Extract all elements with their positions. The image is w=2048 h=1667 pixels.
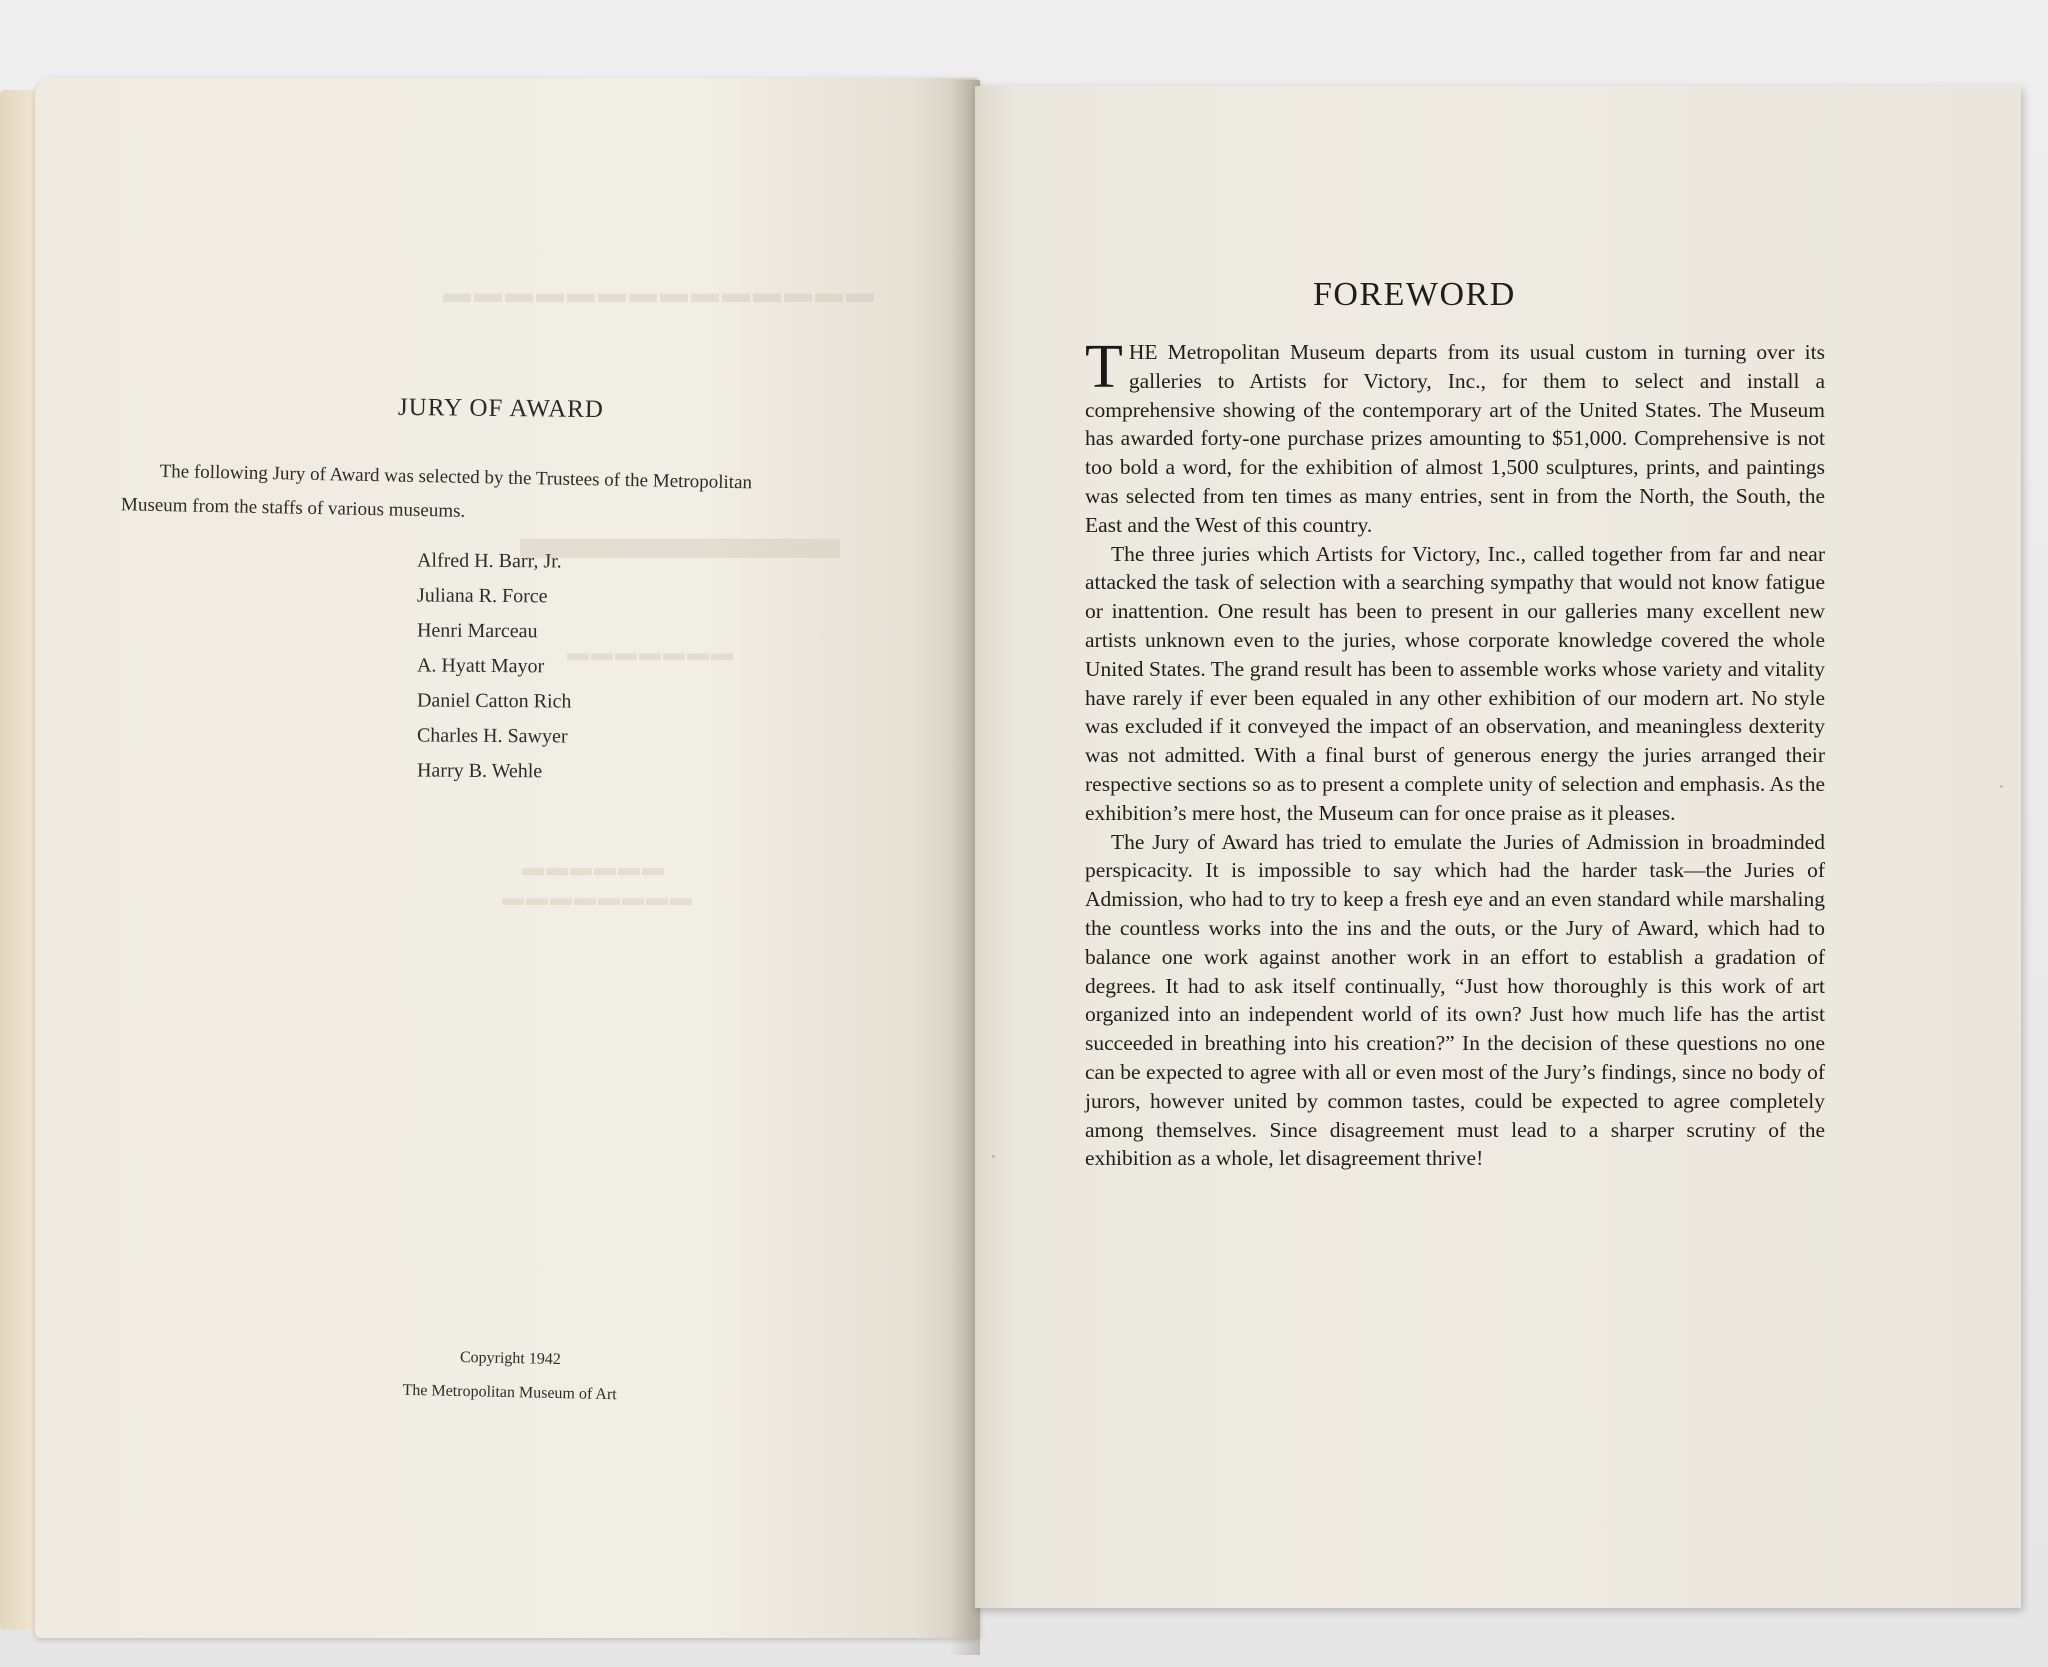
paper-speck xyxy=(992,1155,995,1158)
jury-of-award-heading: JURY OF AWARD xyxy=(397,393,605,424)
show-through-mark: ▬▬▬▬▬▬ xyxy=(520,855,664,880)
jury-member: Daniel Catton Rich xyxy=(416,689,572,713)
foreword-heading: FOREWORD xyxy=(1313,276,1516,313)
jury-member: A. Hyatt Mayor xyxy=(416,654,545,678)
jury-member: Charles H. Sawyer xyxy=(416,724,568,748)
jury-member: Harry B. Wehle xyxy=(416,759,543,783)
jury-intro-text xyxy=(120,455,920,538)
show-through-mark: ▬▬▬▬▬▬▬ xyxy=(565,640,733,665)
jury-member: Henri Marceau xyxy=(416,619,538,643)
show-through-mark: ▬▬▬▬▬▬▬▬ xyxy=(500,885,692,910)
copyright-year: Copyright 1942 xyxy=(459,1348,561,1369)
jury-member: Juliana R. Force xyxy=(416,584,548,608)
foreword-paragraph xyxy=(1085,333,1825,540)
jury-intro-line: Museum from the staffs of various museums. xyxy=(120,494,466,522)
paper-speck xyxy=(2000,785,2003,788)
drop-cap: T xyxy=(1085,333,1123,401)
copyright-notice xyxy=(369,1339,650,1413)
foreword-paragraph: The three juries which Artists for Victory, Inc., called together from far and near attacked the task of selection with a searching sympathy that would not know fatigue or inattention. One result has been to present in our galleries many excellent new artists unknown even to the juries, whose corporate knowledge covered the whole United States. The grand result has been to assemble works whose variety and vitality have rarely if ever been equaled in any other exhibition of our modern art. No style was excluded if it conveyed the impact of an observation, and meaningless dexterity was not admitted. With a final burst of generous energy the juries arranged their respective sections so as to present a complete unity of selection and emphasis. As the exhibition’s mere host, the Museum can for once praise as it pleases. xyxy=(1085,541,1825,825)
jury-intro-line: The following Jury of Award was selected by the Trustees of the Metropolitan xyxy=(159,460,753,494)
foreword-body xyxy=(1085,333,1825,1173)
show-through-mark: ▬▬▬▬▬▬▬▬▬▬▬▬▬▬ xyxy=(440,278,874,309)
jury-member: Alfred H. Barr, Jr. xyxy=(416,549,562,573)
jury-member-list xyxy=(417,544,571,789)
show-through-mark: ▬▬▬▬▬ xyxy=(520,501,840,572)
foreword-paragraph-text: HE Metropolitan Museum departs from its usual custom in turning over its galleries to Artists for Victory, Inc., for them to select and install a comprehensive showing of the contemporary art of the United States. The Museum has awarded forty-one purchase prizes amounting to $51,000. Comprehensive is not too bold a word, for the exhibition of almost 1,500 sculptures, prints, and paintings was selected from ten times as many entries, sent in from the North, the South, the East and the West of this country. xyxy=(1085,340,1825,537)
copyright-holder: The Metropolitan Museum of Art xyxy=(402,1381,617,1404)
foreword-paragraph: The Jury of Award has tried to emulate the Juries of Admission in broadminded perspicacity. It is impossible to say which had the harder task—the Juries of Admission, who had to try to keep a fresh eye and an even standard while marshaling the countless works into the ins and the outs, or the Jury of Award, which had to balance one work against another work in an effort to establish a gradation of degrees. It had to ask itself continually, “Just how thoroughly is this work of art organized into an independent world of its own? Just how much life has the artist succeeded in breathing into his creation?” In the decision of these questions no one can be expected to agree with all or even most of the Jury’s findings, since no body of jurors, however united by common tastes, could be expected to agree completely among themselves. Since disagreement must lead to a sharper scrutiny of the exhibition as a whole, let disagreement thrive! xyxy=(1085,829,1825,1171)
